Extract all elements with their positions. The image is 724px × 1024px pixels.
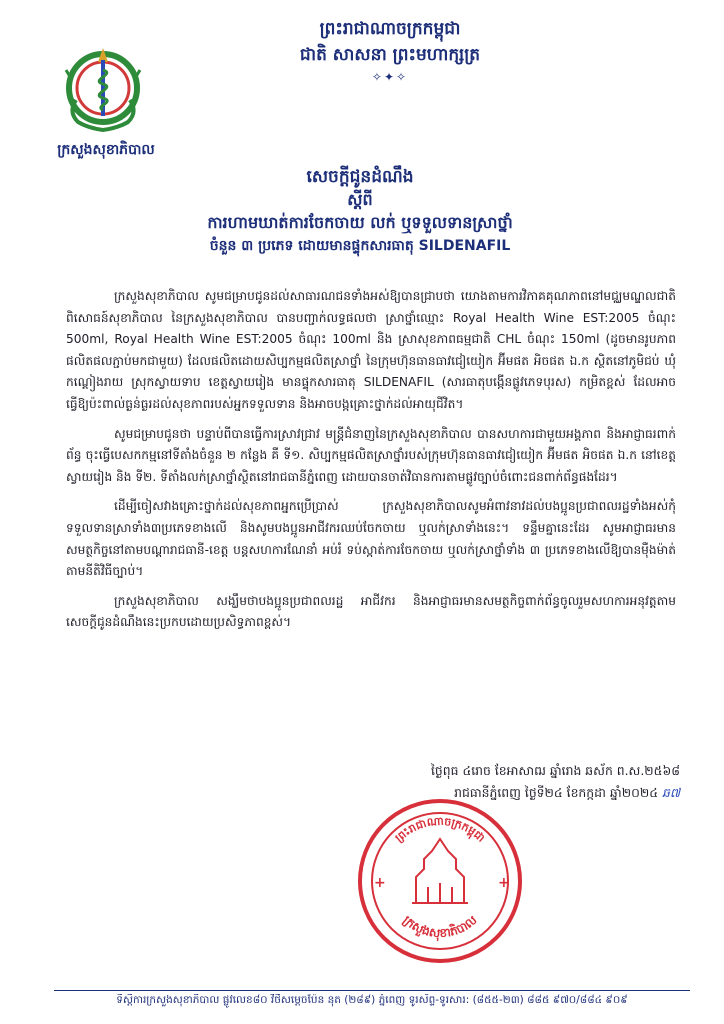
- notice-body: [66, 286, 676, 642]
- svg-text:+: +: [498, 875, 510, 891]
- ornament: ✧✦✧: [371, 70, 409, 84]
- official-seal: [354, 795, 526, 967]
- motto-line: ជាតិ សាសនា ព្រះមហាក្សត្រ: [299, 45, 481, 65]
- paragraph-1: ក្រសួងសុខាភិបាល សូមជម្រាបជូនដល់សាធារណជនទាំងអស់ឱ្យបានជ្រាបថា យោងតាមការវិភាគគុណភាពនៅមជ្ឈមណ្ឌលជាតិពិសោធន៍សុខាភិបាល នៃក្រសួងសុខាភិបាល បានបញ្ជាក់លទ្ធផលថា ស្រាថ្នាំឈ្មោះ Royal Health Wine EST:2005 ចំណុះ 500ml, Royal Health Wine EST:2005 ចំណុះ 100ml និង ស្រាសុខភាពធម្មជាតិ CHL ចំណុះ 150ml (ដូចមានរូបភាពផលិតផលភ្ជាប់មកជាមួយ) ដែលផលិតដោយសិប្បកម្មផលិតស្រាថ្នាំ នៃក្រុមហ៊ុនធានធាវជៀយៀក អ៊ីមផត អិចផត ឯ.ក ស្ថិតនៅភូមិជប់ ឃុំកណ្ដៀងរាយ ស្រុកស្វាយទាប ខេត្តស្វាយរៀង មានផ្ទុកសារធាតុ SILDENAFIL (សារធាតុបង្កើនផ្លូវភេទបុរស) កម្រិតខ្ពស់ ដែលអាចធ្វើឱ្យប៉ះពាល់ធ្ងន់ធ្ងរដល់សុខភាពរបស់អ្នកទទួលទាន និងអាចបង្កគ្រោះថ្នាក់ដល់អាយុជីវិត។: [66, 289, 676, 411]
- seal-bottom-text: ក្រសួងសុខាភិបាល: [400, 912, 480, 941]
- kingdom-line: ព្រះរាជាណាចក្រកម្ពុជា: [319, 19, 461, 39]
- notice-subject-detail: ចំនួន ៣ ប្រភេទ ដោយមានផ្ទុកសារធាតុ SILDENAFIL: [209, 238, 511, 254]
- footer-address: ទីស្ដីការក្រសួងសុខាភិបាល ផ្លូវលេខ៨០ វិថីសម្ដេចប៉ែន នុត (២៨៩) ភ្នំពេញ ទូរស័ព្ទ-ទូរសារ: (៨៥៥-២៣) ៨៨៥ ៩៧០/៨៨៤ ៩០៩: [116, 994, 628, 1006]
- notice-heading: [100, 165, 620, 257]
- handwritten-mark: ឆ៧: [661, 785, 680, 800]
- seal-top-text: ព្រះរាជាណាចក្រកម្ពុជា: [392, 814, 488, 845]
- svg-text:+: +: [374, 875, 386, 891]
- notice-title: សេចក្ដីជូនដំណឹង: [306, 167, 414, 187]
- ministry-name: ក្រសួងសុខាភិបាល: [57, 142, 155, 158]
- footer-divider: [54, 990, 690, 991]
- kingdom-header: [240, 16, 540, 86]
- solar-date-text: រាជធានីភ្នំពេញ ថ្ងៃទី២៤ ខែកក្កដា ឆ្នាំ២០២៤: [454, 785, 659, 800]
- svg-text:ក្រសួងសុខាភិបាល: [400, 912, 480, 942]
- paragraph-3: ដើម្បីចៀសវាងគ្រោះថ្នាក់ដល់សុខភាពអ្នកប្រើប្រាស់ ក្រសួងសុខាភិបាលសូមអំពាវនាវដល់បងប្អូនប្រជាពលរដ្ឋទាំងអស់កុំទទួលទានស្រាទាំង៣ប្រភេទខាងលើ និងសូមបងប្អូនអាជីវករឈប់ចែកចាយ ឬលក់ស្រាទាំងនេះ។ ទន្ទឹមគ្នានេះដែរ សូមអាជ្ញាធរមានសមត្ថកិច្ចនៅតាមបណ្ដារាជធានី-ខេត្ត បន្តសហការណែនាំ អប់រំ ទប់ស្កាត់ការចែកចាយ ឬលក់ស្រាថ្នាំទាំង ៣ ប្រភេទខាងលើឱ្យបានម៉ឺងម៉ាត់តាមនីតិវិធីច្បាប់។: [66, 499, 676, 579]
- notice-about: ស្ដីពី: [347, 190, 373, 209]
- paragraph-4: ក្រសួងសុខាភិបាល សង្ឃឹមថាបងប្អូនប្រជាពលរដ្ឋ អាជីវករ និងអាជ្ញាធរមានសមត្ថកិច្ចពាក់ព័ន្ធចូលរួមសហការអនុវត្តតាមសេចក្ដីជូនដំណឹងនេះប្រកបដោយប្រសិទ្ធភាពខ្ពស់។: [66, 593, 676, 630]
- ministry-logo: [58, 40, 148, 140]
- paragraph-2: សូមជម្រាបជូនថា បន្ទាប់ពីបានធ្វើការស្រាវជ្រាវ មន្ត្រីជំនាញនៃក្រសួងសុខាភិបាល បានសហការជាមួយអង្គភាព និងអាជ្ញាធរពាក់ព័ន្ធ ចុះធ្វើបេសកកម្មនៅទីតាំងចំនួន ២ កន្លែង គឺ ទី១. សិប្បកម្មផលិតស្រាថ្នាំរបស់ក្រុមហ៊ុនធានធាវជៀយៀក អ៊ីមផត អិចផត ឯ.ក នៅខេត្តស្វាយរៀង និង ទី២. ទីតាំងលក់ស្រាថ្នាំស្ថិតនៅរាជធានីភ្នំពេញ ដោយបានចាត់វិធានការតាមផ្លូវច្បាប់ចំពោះជនពាក់ព័ន្ធផងដែរ។: [66, 426, 676, 484]
- notice-subject: ការហាមឃាត់ការចែកចាយ លក់ ឬទទួលទានស្រាថ្នាំ: [207, 213, 513, 232]
- lunar-date: ថ្ងៃពុធ ៤រោច ខែអាសាឍ ឆ្នាំរោង ឆស័ក ព.ស.២៥៦៨: [430, 763, 680, 778]
